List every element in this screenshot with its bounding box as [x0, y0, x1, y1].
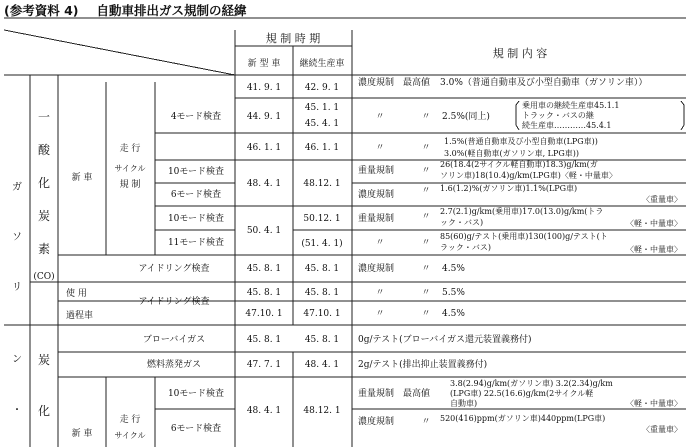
new-car-label: 新 車 [71, 173, 93, 183]
used-car-label-1: 使 用 [66, 289, 87, 299]
fuel-char-2: ソ [12, 232, 22, 243]
date-cont: 47.10. 1 [303, 309, 341, 319]
co-char-4: 炭 [37, 209, 51, 223]
co-char-2: 酸 [37, 143, 51, 157]
date-cont: 45. 8. 1 [304, 264, 340, 274]
date-new: 50. 4. 1 [246, 226, 282, 236]
fuel-char-1: ガ [12, 182, 22, 193]
ditto-mark: 〃 [375, 112, 385, 122]
reg-text: 2g/テスト(排出抑止装置義務付) [358, 360, 488, 370]
running-label-hc-1: 走 行 [119, 415, 141, 425]
reg-text: ソリン車)18(10.4)g/km(LPG車)〈軽・中量車〉 [440, 171, 617, 180]
date-new: 45. 8. 1 [246, 335, 282, 345]
fuel-char-3: リ [12, 282, 22, 293]
date-new: 41. 9. 1 [246, 83, 282, 93]
hc-char-1: 炭 [37, 353, 51, 367]
reg-text: 〈軽・中量車〉 [626, 219, 682, 228]
ditto-mark: 〃 [421, 143, 431, 153]
date-cont: 50.12. 1 [303, 214, 341, 224]
reg-kind: 濃度規制 [358, 264, 395, 274]
reg-text: 5.5% [442, 288, 465, 298]
hc-char-2: 化 [37, 404, 51, 418]
reg-text: (LPG車) 22.5(16.6)g/km(2サイクル軽 [450, 389, 594, 398]
ditto-mark: 〃 [421, 288, 431, 298]
ditto-mark: 〃 [421, 212, 431, 222]
reg-text: 2.7(2.1)g/km(乗用車)17.0(13.0)g/km(トラ [440, 207, 604, 216]
co-code: (CO) [33, 272, 55, 282]
ditto-mark: 〃 [421, 264, 431, 274]
test-blowby: ブローバイガス [142, 335, 206, 345]
ditto-mark: 〃 [375, 238, 385, 248]
reg-kind: 濃度規制 最高値 [358, 78, 431, 88]
test-6mode-hc: 6モード検査 [170, 424, 222, 434]
header-continuing-car: 継続生産車 [299, 59, 345, 69]
date-cont: 46. 1. 1 [304, 143, 340, 153]
test-idling-used: アイドリング検査 [138, 297, 210, 307]
date-new: 45. 8. 1 [246, 288, 282, 298]
reg-text: 520(416)ppm(ガソリン車)440ppm(LPG車) [440, 414, 606, 423]
reg-kind: 濃度規制 [358, 417, 395, 427]
ditto-mark: 〃 [375, 288, 385, 298]
reg-text: 26(18.4(2サイクル軽自動車)18.3)g/km(ガ [440, 160, 598, 169]
date-cont: 48.12. 1 [303, 179, 341, 189]
date-cont: (51. 4. 1) [301, 239, 343, 249]
test-10mode-b: 10モード検査 [167, 214, 225, 224]
reg-text: 0g/テスト(ブローバイガス還元装置義務付) [358, 335, 532, 345]
reg-text: 4.5% [442, 309, 465, 319]
reg-text: 3.8(2.94)g/km(ガソリン車) 3.2(2.34)g/km [450, 379, 613, 388]
reg-text: 〈重量車〉 [642, 195, 682, 204]
reg-text: 〈軽・中量車〉 [626, 245, 682, 254]
used-car-label-2: 過程車 [66, 311, 94, 321]
reg-note: トラック・バスの継 [522, 111, 594, 120]
ditto-mark: 〃 [421, 166, 431, 176]
ditto-mark: 〃 [421, 186, 431, 196]
title-ref: (参考資料 4) [4, 3, 79, 18]
header-period: 規 制 時 期 [265, 32, 321, 45]
reg-text: 4.5% [442, 264, 465, 274]
new-car-label-hc: 新 車 [71, 429, 93, 439]
fuel-char-5: ・ [12, 405, 22, 416]
reg-kind: 重量規制 [358, 166, 395, 176]
test-idling: アイドリング検査 [138, 264, 210, 274]
co-char-5: 素 [37, 242, 51, 256]
date-cont: 48. 4. 1 [304, 360, 340, 370]
date-new: 48. 4. 1 [246, 406, 282, 416]
reg-text: 3.0%(軽自動車(ガソリン車, LPG車)) [444, 149, 579, 158]
header-new-car: 新 型 車 [247, 59, 281, 69]
ditto-mark: 〃 [421, 112, 431, 122]
date-cont: 45. 8. 1 [304, 288, 340, 298]
reg-note: 乗用車の継続生産車45.1.1 [522, 101, 620, 110]
reg-kind: 重量規制 最高値 [358, 389, 431, 399]
test-4mode: 4モード検査 [170, 112, 222, 122]
co-char-3: 化 [37, 176, 51, 190]
reg-text: 2.5%(同上) [442, 112, 490, 122]
reg-text: ラック・バス) [440, 243, 491, 252]
reg-text: ック・バス) [440, 218, 484, 227]
test-evap: 燃料蒸発ガス [146, 360, 202, 370]
date-cont: 45. 4. 1 [304, 119, 340, 129]
test-6mode: 6モード検査 [170, 190, 222, 200]
reg-kind: 重量規制 [358, 214, 395, 224]
ditto-mark: 〃 [421, 309, 431, 319]
reg-text: 〈軽・中量車〉 [626, 399, 682, 408]
date-new: 46. 1. 1 [246, 143, 282, 153]
reg-text: 1.6(1.2)%(ガソリン車)1.1%(LPG車) [440, 184, 578, 193]
reg-text: 85(60)g/テスト(乗用車)130(100)g/テスト(ト [440, 232, 608, 241]
date-new: 48. 4. 1 [246, 179, 282, 189]
date-new: 44. 9. 1 [246, 112, 282, 122]
running-label-1: 走 行 [119, 144, 141, 154]
header-content: 規 制 内 容 [492, 47, 548, 60]
reg-kind: 濃度規制 [358, 190, 395, 200]
ditto-mark: 〃 [375, 309, 385, 319]
ditto-mark: 〃 [421, 238, 431, 248]
ditto-mark: 〃 [421, 417, 431, 427]
reg-text: 3.0%（普通自動車及び小型自動車（ガソリン車）） [440, 78, 648, 88]
date-new: 47. 7. 1 [246, 360, 282, 370]
test-10mode-hc: 10モード検査 [167, 389, 225, 399]
running-label-2: サイクル [114, 164, 146, 173]
date-cont: 42. 9. 1 [304, 83, 340, 93]
ditto-mark: 〃 [375, 143, 385, 153]
co-char-1: 一 [37, 110, 51, 124]
test-10mode: 10モード検査 [167, 167, 225, 177]
date-cont: 48.12. 1 [303, 406, 341, 416]
reg-note: 続生産車…………45.4.1 [522, 121, 612, 130]
fuel-char-4: ン [12, 354, 22, 365]
date-cont: 45. 8. 1 [304, 335, 340, 345]
title-text: 自動車排出ガス規制の経緯 [96, 3, 247, 18]
reg-text: 1.5%(普通自動車及び小型自動車(LPG車)) [444, 137, 598, 146]
date-cont: 45. 1. 1 [304, 103, 340, 113]
running-label-hc-2: サイクル [114, 431, 146, 440]
reg-text: 自動車) [450, 399, 478, 408]
reg-text: 〈重量車〉 [642, 425, 682, 434]
date-new: 45. 8. 1 [246, 264, 282, 274]
date-new: 47.10. 1 [245, 309, 283, 319]
running-label-3: 規 制 [119, 180, 141, 190]
test-11mode: 11モード検査 [167, 238, 225, 248]
